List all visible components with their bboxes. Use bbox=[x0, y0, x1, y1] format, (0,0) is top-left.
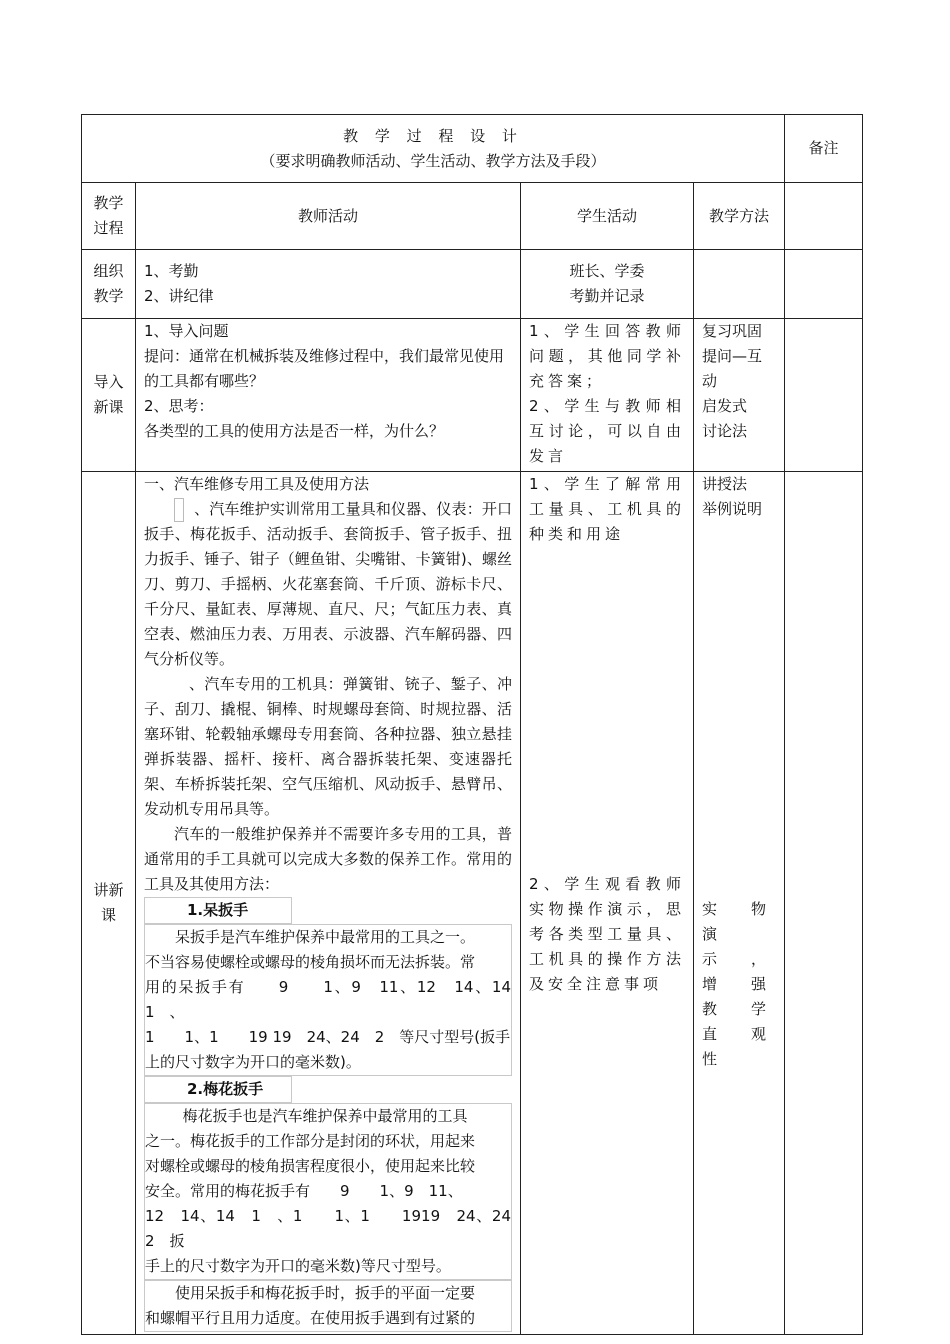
org-method-cell bbox=[694, 250, 785, 319]
lecture-method-a-2: 举例说明 bbox=[702, 500, 763, 518]
lecture-student-a: 1、学生了解常用工量具、工机具的种类和用途 bbox=[529, 475, 685, 543]
table-title-cell bbox=[82, 115, 785, 183]
placeholder-marker bbox=[174, 498, 184, 522]
lecture-method-a-1: 讲授法 bbox=[702, 475, 748, 493]
sec2-line-4: 安全。常用的梅花扳手有 9 1、9 11、 bbox=[145, 1182, 463, 1200]
lecture-method-b: 实物演示，增强教学直观性 bbox=[702, 900, 777, 1068]
teaching-method-header: 教学方法 bbox=[694, 183, 785, 250]
lecture-heading: 一、汽车维修专用工具及使用方法 bbox=[144, 475, 370, 493]
sec3-line-1: 使用呆扳手和梅花扳手时，扳手的平面一定要 bbox=[175, 1284, 476, 1302]
lecture-para-1: 、汽车维护实训常用工量具和仪器、仪表：开口扳手、梅花扳手、活动扳手、套筒扳手、管子扳手、扭力扳手、锤子、钳子（鲤鱼钳、尖嘴钳、卡簧钳)、螺丝刀、剪刀、手摇柄、火花塞套筒、千斤顶、游标卡尺、千分尺、量缸表、厚薄规、直尺、尺；气缸压力表、真空表、燃油压力表、万用表、示波器、汽车解码器、四气分析仪等。 bbox=[144, 497, 512, 672]
row-label-lecture: 讲新课 bbox=[82, 472, 136, 1335]
sec1-line-2: 不当容易使螺栓或螺母的棱角损坏而无法拆装。常 bbox=[145, 953, 476, 971]
sec2-line-6: 手上的尺寸数字为开口的毫米数)等尺寸型号。 bbox=[145, 1257, 451, 1275]
table-row-org bbox=[82, 250, 863, 319]
intro-method-line-2: 提问—互动 bbox=[702, 347, 763, 390]
org-student-cell bbox=[521, 250, 694, 319]
sec3-body bbox=[144, 1280, 512, 1332]
intro-teacher-line-2: 提问：通常在机械拆装及维修过程中，我们最常见使用的工具都有哪些？ bbox=[144, 347, 505, 390]
lecture-para-2: 、汽车专用的工机具：弹簧钳、铳子、錾子、冲子、刮刀、撬棍、铜棒、时规螺母套筒、时规拉器、活塞环钳、轮毂轴承螺母专用套筒、各种拉器、独立悬挂弹拆装器、摇杆、接杆、离合器拆装托架、变速器托架、车桥拆装托架、空气压缩机、风动扳手、悬臂吊、发动机专用吊具等。 bbox=[144, 675, 512, 818]
intro-method-line-1: 复习巩固 bbox=[702, 322, 763, 340]
sec1-line-1: 呆扳手是汽车维护保养中最常用的工具之一。 bbox=[175, 928, 476, 946]
sec1-body bbox=[144, 924, 527, 1076]
org-teacher-line-2: 2、讲纪律 bbox=[144, 287, 214, 305]
remark-header-empty bbox=[785, 183, 863, 250]
sec2-line-2: 之一。梅花扳手的工作部分是封闭的环状，用起来 bbox=[145, 1132, 476, 1150]
sec1-line-3: 用的呆扳手有 9 1、9 11、12 14、14 1 、 bbox=[145, 978, 527, 1021]
teacher-activity-header: 教师活动 bbox=[136, 183, 521, 250]
row-label-org: 组织教学 bbox=[82, 250, 136, 319]
intro-method-line-3: 启发式 bbox=[702, 397, 748, 415]
intro-method-cell bbox=[694, 319, 785, 472]
lecture-para-3: 汽车的一般维护保养并不需要许多专用的工具，普通常用的手工具就可以完成大多数的保养工作。常用的工具及其使用方法： bbox=[144, 825, 512, 893]
process-header: 教学过程 bbox=[82, 183, 136, 250]
sec2-heading: 2.梅花扳手 bbox=[144, 1076, 512, 1103]
sec1-heading: 1.呆扳手 bbox=[144, 897, 512, 924]
org-student-line-2: 考勤并记录 bbox=[569, 287, 645, 305]
lecture-student-cell bbox=[521, 472, 694, 1335]
intro-teacher-cell bbox=[136, 319, 521, 472]
intro-method-line-4: 讨论法 bbox=[702, 422, 748, 440]
org-remark-cell bbox=[785, 250, 863, 319]
row-label-intro: 导入新课 bbox=[82, 319, 136, 472]
org-teacher-line-1: 1、考勤 bbox=[144, 262, 199, 280]
lecture-student-b: 2、学生观看教师实物操作演示，思考各类型工量具、工机具的操作方法及安全注意事项 bbox=[529, 875, 685, 993]
lecture-remark-cell bbox=[785, 472, 863, 1335]
intro-teacher-line-1: 1、导入问题 bbox=[144, 322, 229, 340]
remark-header: 备注 bbox=[785, 115, 863, 183]
table-row-intro bbox=[82, 319, 863, 472]
sec1-line-5: 上的尺寸数字为开口的毫米数)。 bbox=[145, 1053, 361, 1071]
sec2-line-1: 梅花扳手也是汽车维护保养中最常用的工具 bbox=[182, 1107, 468, 1125]
org-teacher-cell bbox=[136, 250, 521, 319]
sec2-body bbox=[144, 1103, 527, 1280]
intro-student-line-2: 2、学生与教师相互讨论，可以自由发言 bbox=[529, 397, 685, 465]
sec3-line-2: 和螺帽平行且用力适度。在使用扳手遇到有过紧的 bbox=[145, 1309, 476, 1327]
student-activity-header: 学生活动 bbox=[521, 183, 694, 250]
intro-student-cell bbox=[521, 319, 694, 472]
intro-student-line-1: 1、学生回答教师问题，其他同学补充答案； bbox=[529, 322, 685, 390]
sec2-line-5: 12 14、14 1 、1 1、1 1919 24、24 2 扳 bbox=[145, 1207, 527, 1250]
intro-remark-cell bbox=[785, 319, 863, 472]
lecture-teacher-cell bbox=[136, 472, 527, 1335]
org-student-line-1: 班长、学委 bbox=[569, 262, 645, 280]
table-subtitle: （要求明确教师活动、学生活动、教学方法及手段） bbox=[260, 151, 606, 170]
intro-teacher-line-4: 各类型的工具的使用方法是否一样，为什么？ bbox=[144, 422, 445, 440]
table-row-lecture bbox=[82, 472, 863, 1335]
intro-teacher-line-3: 2、思考： bbox=[144, 397, 214, 415]
sec2-line-3: 对螺栓或螺母的棱角损害程度很小，使用起来比较 bbox=[145, 1157, 476, 1175]
teaching-process-table bbox=[81, 114, 863, 1335]
lecture-method-cell bbox=[694, 472, 785, 1335]
sec1-line-4: 1 1、1 19 19 24、24 2 等尺寸型号(扳手 bbox=[145, 1028, 511, 1046]
table-title: 教 学 过 程 设 计 bbox=[343, 126, 523, 145]
